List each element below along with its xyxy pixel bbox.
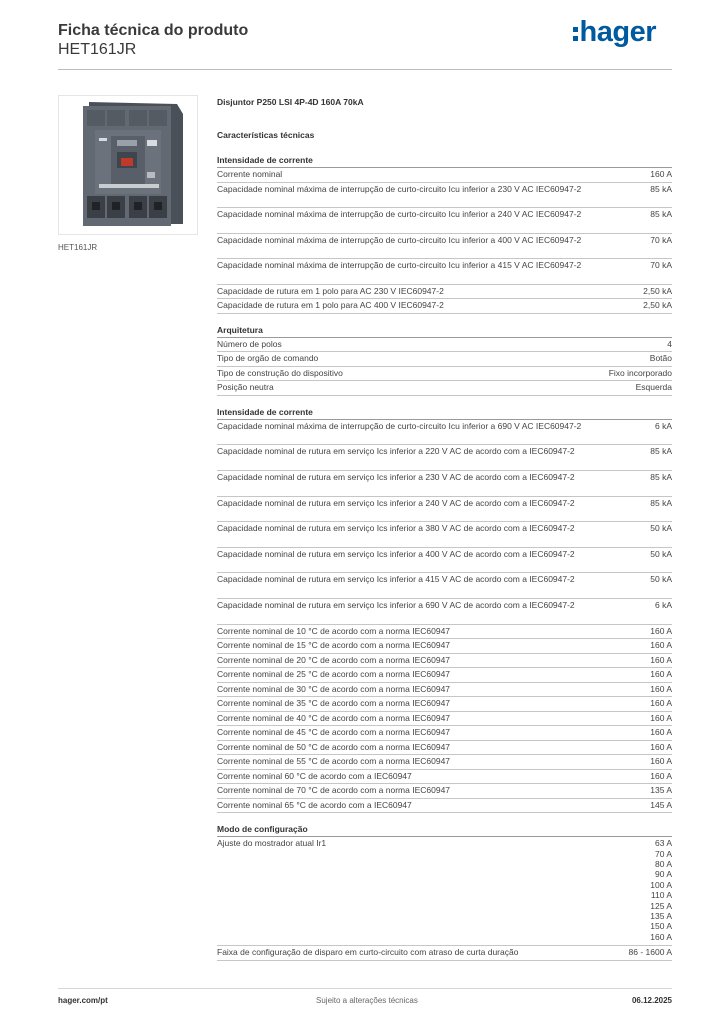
spec-label: Corrente nominal de 55 °C de acordo com a norma IEC60947	[217, 756, 451, 767]
spec-value: 85 kA	[650, 183, 672, 194]
spec-value: 2,50 kA	[643, 300, 672, 311]
spec-value: 70 kA	[650, 260, 672, 271]
spec-label: Tipo de orgão de comando	[217, 353, 319, 364]
spec-label: Número de polos	[217, 338, 282, 349]
logo-text: hager	[579, 16, 656, 48]
spec-row	[217, 625, 672, 640]
spec-row	[217, 755, 672, 770]
spec-value: 160 A	[650, 756, 672, 767]
logo-dots-icon	[573, 27, 578, 41]
spec-value: 145 A	[650, 799, 672, 810]
spec-row	[217, 497, 672, 523]
spec-row	[217, 599, 672, 625]
spec-label: Corrente nominal de 45 °C de acordo com a norma IEC60947	[217, 727, 451, 738]
spec-label: Corrente nominal de 50 °C de acordo com a norma IEC60947	[217, 741, 451, 752]
image-caption: HET161JR	[58, 243, 98, 252]
spec-label: Capacidade nominal máxima de interrupção de curto-circuito Icu inferior a 230 V AC IEC60947-2	[217, 183, 582, 194]
spec-label: Corrente nominal de 70 °C de acordo com a norma IEC60947	[217, 785, 451, 796]
spec-row	[217, 183, 672, 209]
spec-row	[217, 381, 672, 396]
spec-row	[217, 259, 672, 285]
spec-label: Corrente nominal de 35 °C de acordo com a norma IEC60947	[217, 698, 451, 709]
spec-content	[217, 96, 672, 961]
spec-value: 160 A	[650, 698, 672, 709]
spec-label: Tipo de construção do dispositivo	[217, 367, 343, 378]
spec-value: 4	[667, 338, 672, 349]
spec-label: Capacidade nominal de rutura em serviço Ics inferior a 240 V AC de acordo com a IEC60947-2	[217, 497, 575, 508]
spec-row	[217, 726, 672, 741]
spec-label: Faixa de configuração de disparo em curto-circuito com atraso de curta duração	[217, 947, 519, 958]
footer-website-link[interactable]: hager.com/pt	[58, 996, 108, 1005]
spec-label: Corrente nominal de 40 °C de acordo com a norma IEC60947	[217, 712, 451, 723]
page-title: Ficha técnica do produto	[58, 22, 249, 39]
spec-value: 160 A	[650, 654, 672, 665]
spec-label: Capacidade nominal máxima de interrupção de curto-circuito Icu inferior a 400 V AC IEC60947-2	[217, 234, 582, 245]
spec-row	[217, 946, 672, 961]
spec-row	[217, 573, 672, 599]
spec-label: Corrente nominal de 30 °C de acordo com a norma IEC60947	[217, 683, 451, 694]
spec-label: Corrente nominal	[217, 169, 283, 179]
spec-label: Capacidade nominal de rutura em serviço Ics inferior a 400 V AC de acordo com a IEC60947-2	[217, 548, 575, 559]
spec-value: 160 A	[650, 931, 672, 942]
spec-label: Corrente nominal 65 °C de acordo com a IEC60947	[217, 799, 412, 810]
product-name: Disjuntor P250 LSI 4P-4D 160A 70kA	[217, 97, 364, 107]
spec-row	[217, 522, 672, 548]
spec-label: Capacidade nominal máxima de interrupção de curto-circuito Icu inferior a 415 V AC IEC60947-2	[217, 260, 582, 271]
spec-label: Ajuste do mostrador atual Ir1	[217, 838, 327, 849]
spec-value: 50 kA	[650, 523, 672, 534]
spec-row	[217, 683, 672, 698]
spec-value: 160 A	[650, 669, 672, 680]
spec-label: Capacidade nominal máxima de interrupção de curto-circuito Icu inferior a 240 V AC IEC60947-2	[217, 209, 582, 220]
spec-row	[217, 471, 672, 497]
spec-value: 150 A	[650, 921, 672, 932]
spec-value: 70 A	[654, 848, 672, 859]
spec-row	[217, 697, 672, 712]
circuit-breaker-image	[59, 96, 197, 234]
spec-value: 86 - 1600 A	[628, 947, 672, 958]
spec-label: Corrente nominal de 20 °C de acordo com a norma IEC60947	[217, 654, 451, 665]
spec-row	[217, 367, 672, 382]
spec-value: 160 A	[650, 770, 672, 781]
spec-row	[217, 445, 672, 471]
spec-row	[217, 654, 672, 669]
spec-value: 85 kA	[650, 472, 672, 483]
hager-logo	[573, 16, 656, 48]
spec-row	[217, 299, 672, 314]
spec-label: Corrente nominal de 10 °C de acordo com a norma IEC60947	[217, 625, 451, 636]
spec-label: Capacidade de rutura em 1 polo para AC 230 V IEC60947-2	[217, 285, 444, 296]
spec-row	[217, 168, 672, 183]
spec-value: 80 A	[654, 858, 672, 869]
spec-label: Capacidade nominal máxima de interrupção de curto-circuito Icu inferior a 690 V AC IEC60947-2	[217, 420, 582, 431]
spec-row	[217, 285, 672, 300]
spec-value: Botão	[649, 353, 672, 364]
spec-value: 125 A	[650, 900, 672, 911]
spec-row	[217, 234, 672, 260]
spec-value: 110 A	[650, 890, 672, 901]
spec-value: 160 A	[650, 683, 672, 694]
spec-value: 160 A	[650, 741, 672, 752]
spec-row	[217, 352, 672, 367]
spec-value: Fixo incorporado	[608, 367, 672, 378]
spec-label: Capacidade nominal de rutura em serviço Ics inferior a 230 V AC de acordo com a IEC60947-2	[217, 472, 575, 483]
spec-value: 63 A	[654, 838, 672, 849]
page-footer	[58, 996, 672, 1010]
spec-value: 100 A	[650, 879, 672, 890]
spec-value: 85 kA	[650, 446, 672, 457]
spec-value: 85 kA	[650, 209, 672, 220]
spec-value-list	[650, 838, 672, 944]
spec-label: Capacidade de rutura em 1 polo para AC 400 V IEC60947-2	[217, 300, 444, 311]
spec-value: 6 kA	[654, 600, 672, 611]
product-code: HET161JR	[58, 41, 137, 58]
spec-label: Capacidade nominal de rutura em serviço Ics inferior a 690 V AC de acordo com a IEC60947-2	[217, 600, 575, 611]
product-image	[58, 95, 198, 235]
spec-row	[217, 770, 672, 785]
spec-value: 135 A	[650, 910, 672, 921]
section-title: Modo de configuração	[217, 823, 672, 837]
spec-value: 2,50 kA	[643, 285, 672, 296]
spec-label: Posição neutra	[217, 382, 274, 393]
spec-row	[217, 668, 672, 683]
spec-value: 135 A	[650, 785, 672, 796]
spec-label: Capacidade nominal de rutura em serviço Ics inferior a 415 V AC de acordo com a IEC60947-2	[217, 574, 575, 585]
section-title: Arquitetura	[217, 324, 672, 338]
spec-row	[217, 639, 672, 654]
spec-row	[217, 548, 672, 574]
spec-value: 160 A	[650, 169, 672, 179]
spec-label: Capacidade nominal de rutura em serviço Ics inferior a 380 V AC de acordo com a IEC60947-2	[217, 523, 575, 534]
spec-row	[217, 712, 672, 727]
spec-row	[217, 208, 672, 234]
page-header	[58, 16, 672, 70]
main-section-title: Características técnicas	[217, 130, 315, 140]
spec-label: Corrente nominal de 25 °C de acordo com a norma IEC60947	[217, 669, 451, 680]
spec-value: 90 A	[654, 869, 672, 880]
spec-value: 85 kA	[650, 497, 672, 508]
spec-label: Corrente nominal 60 °C de acordo com a IEC60947	[217, 770, 412, 781]
footer-date: 06.12.2025	[631, 996, 672, 1005]
spec-row	[217, 784, 672, 799]
spec-row	[217, 741, 672, 756]
spec-value: 6 kA	[654, 420, 672, 431]
footer-divider	[58, 988, 672, 989]
spec-value: 50 kA	[650, 548, 672, 559]
spec-value: 70 kA	[650, 234, 672, 245]
spec-row	[217, 837, 672, 946]
footer-disclaimer: Sujeito a alterações técnicas	[316, 996, 418, 1005]
spec-value: 160 A	[650, 640, 672, 651]
spec-value: 160 A	[650, 727, 672, 738]
spec-row	[217, 338, 672, 353]
spec-value: 160 A	[650, 712, 672, 723]
spec-row	[217, 420, 672, 446]
spec-value: 160 A	[650, 625, 672, 636]
spec-row	[217, 799, 672, 814]
spec-label: Capacidade nominal de rutura em serviço Ics inferior a 220 V AC de acordo com a IEC60947-2	[217, 446, 575, 457]
spec-value: Esquerda	[635, 382, 672, 393]
spec-value: 50 kA	[650, 574, 672, 585]
section-title: Intensidade de corrente	[217, 406, 672, 420]
spec-label: Corrente nominal de 15 °C de acordo com a norma IEC60947	[217, 640, 451, 651]
section-title: Intensidade de corrente	[217, 154, 672, 168]
